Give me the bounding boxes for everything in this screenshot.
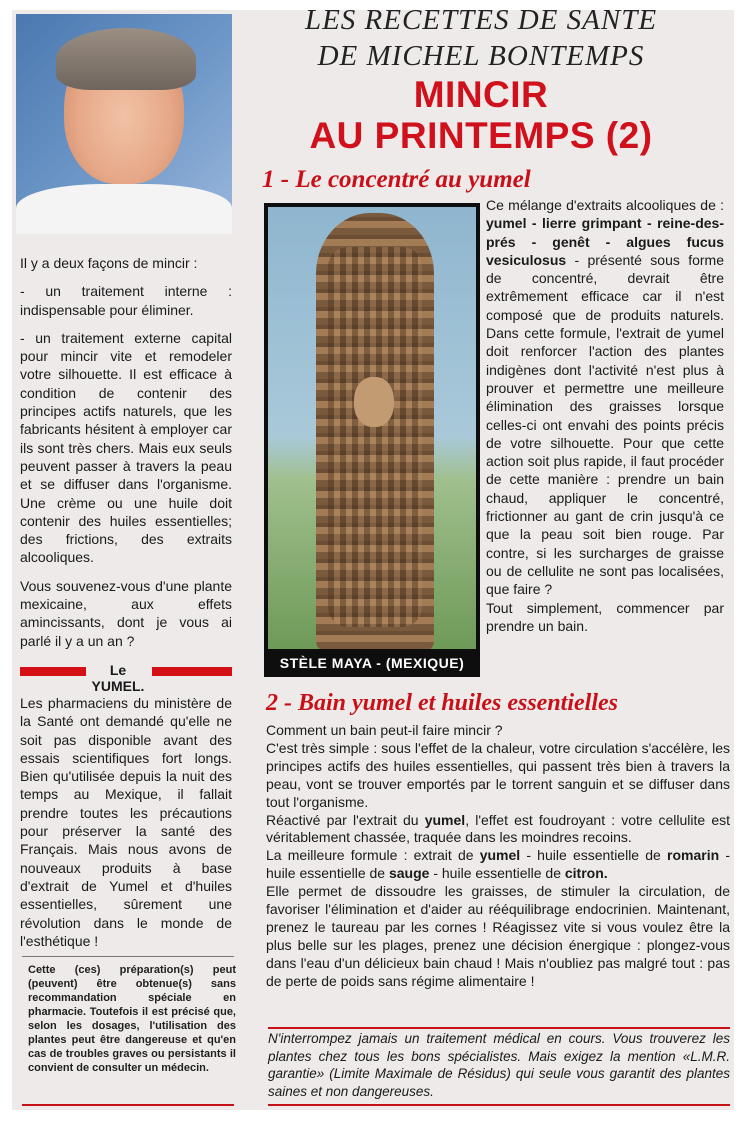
p3-g: - huile essentielle de [429,865,565,882]
title-line-1: MINCIR [413,74,549,115]
note-bottom-rule [22,1104,234,1106]
stele-face [354,377,394,427]
right-p1-c: - présenté sous forme de concentré, devrait être extrêmement efficace car il n'est composé que de produits naturels. Dans cette formule, l'extrait de yumel doit renforcer l'action des plantes indigènes dont l'activité n'est plus à prouver et permettre une meilleure élimination des graisses lorsque celles-ci ont envahi des points précis de votre silhouette. Pour que cette action soit plus rapide, il faut procéder de cette manière : prendre un bain chaud, appliquer le concentré, frictionner au gant de crin jusqu'à ce que la peau soit bien rouge. Par contre, si les surcharges de graisse ou de cellulite ne sont pas localisées, que faire ? [486,251,724,598]
p2-c: , l'effet est foudroyant : votre cellulite est véritablement chassée, traquée dans les moindres recoins. [266,811,730,846]
kicker-line-1: LES RECETTES DE SANTE [304,4,658,36]
yumel-text: Les pharmaciens du ministère de la Santé ont demandé qu'elle ne soit pas disponible avant des essais scientifiques fort longs. Bien qu'utilisée depuis la nuit des temps au Mexique, il fallait prendre toutes les précautions pour préserver la santé des Français. Mais nous avons de nouveaux produits à base d'extrait de Yumel et d'huiles essentielles, sûrement une révolution dans le monde de l'esthétique ! [20,695,232,949]
yumel-subhead: Le YUMEL. [91,662,145,694]
bottom-paragraph-1: C'est très simple : sous l'effet de la chaleur, votre circulation s'accélère, les principes actifs des huiles essentielles, qui passent très bien à travers la peau, vont se trouver emportés par le torrent sanguin et se diffuser dans tout l'organisme. [266,739,730,810]
p2-a: Réactivé par l'extrait du [266,811,425,828]
right-p1-a: Ce mélange d'extraits alcooliques de : [486,197,724,213]
bottom-paragraph-2 [266,812,730,848]
p3-sauge: sauge [388,865,430,882]
italic-footnote: N'interrompez jamais un traitement médical en cours. Vous trouverez les plantes chez tous les bons spécialistes. Mais exigez la mention «L.M.R. garantie» (Limite Maximale de Résidus) qui seule vous garantit des plantes saines et non dangereuses. [268,1031,730,1099]
image-caption: STÈLE MAYA - (MEXIQUE) [279,655,465,671]
right-paragraph-2: Tout simplement, commencer par prendre un bain. [486,599,724,634]
stele-figure [264,203,480,677]
bottom-question: Comment un bain peut-il faire mincir ? [266,722,503,738]
p2-yumel: yumel [424,811,466,828]
subhead-bar-left [20,667,86,676]
stele-carving [328,247,422,627]
italic-note-rule [268,1027,730,1029]
italic-note-bottom-rule [268,1104,730,1106]
kicker-line-2: DE MICHEL BONTEMPS [317,40,645,72]
right-p1-ingredients: yumel - lierre grimpant - reine-des-prés - genêt - algues fucus vesiculosus [486,215,724,268]
author-photo [16,14,232,234]
photo-shirt [16,184,232,234]
left-bullet-1: - un traitement interne : indispensable pour éliminer. [20,283,232,318]
bottom-paragraph-3 [266,847,730,883]
section-1-heading: 1 - Le concentré au yumel [262,166,531,193]
p3-romarin: romarin [667,847,720,864]
yumel-paragraph [20,694,232,960]
stele-image [268,207,476,649]
p3-yumel: yumel [479,847,521,864]
bottom-paragraph-4: Elle permet de dissoudre les graisses, de stimuler la circulation, de favoriser l'élimination et d'aider au rééquilibrage endocrinien. Maintenant, prenez le taureau par les cornes ! Réagissez vite si vous voulez être la plus belle sur les plages, prenez une décision énergique : plongez-vous dans l'eau d'un délicieux bain chaud ! Mais n'oubliez pas malgré tout : pas de perte de poids sans régime alimentaire ! [266,883,730,989]
subhead-bar-right [152,667,232,676]
p3-c: - huile essentielle de [520,847,668,864]
title-line-2: AU PRINTEMPS (2) [309,115,653,156]
right-paragraph-1 [486,196,724,599]
right-column [486,196,724,635]
left-question: Vous souvenez-vous d'une plante mexicaine, aux effets amincissants, dont je vous ai parlé il y a un an ? [20,577,232,649]
left-bullet-2: - un traitement externe capital pour mincir vite et remodeler votre silhouette. Il est efficace à condition de contenir des principes actifs naturels, que les fabricants hésitent à employer car ils sont très chers. Mais eux seuls peuvent passer à travers la peau et se diffuser dans l'organisme. Une crème ou une huile doit contenir des huiles essentielles; des frictions, des extraits alcooliques. [20,329,232,566]
section-2-heading: 2 - Bain yumel et huiles essentielles [266,690,618,716]
note-divider [22,956,234,957]
left-column [20,254,232,660]
pharmacy-note: Cette (ces) préparation(s) peut (peuvent) être obtenue(s) sans recommandation spéciale en pharmacie. Toutefois il est précisé que, selon les dosages, l'utilisation des plantes peut être dangereuse et qu'en cas de troubles graves ou persistants il convient de consulter un médecin. [28,964,236,1074]
left-intro: Il y a deux façons de mincir : [20,255,198,271]
p3-e: - huile essentielle de [266,847,730,882]
section-2-body [266,722,730,991]
photo-hair [56,28,196,90]
p3-a: La meilleure formule : extrait de [266,847,480,864]
p3-citron: citron. [564,865,608,882]
